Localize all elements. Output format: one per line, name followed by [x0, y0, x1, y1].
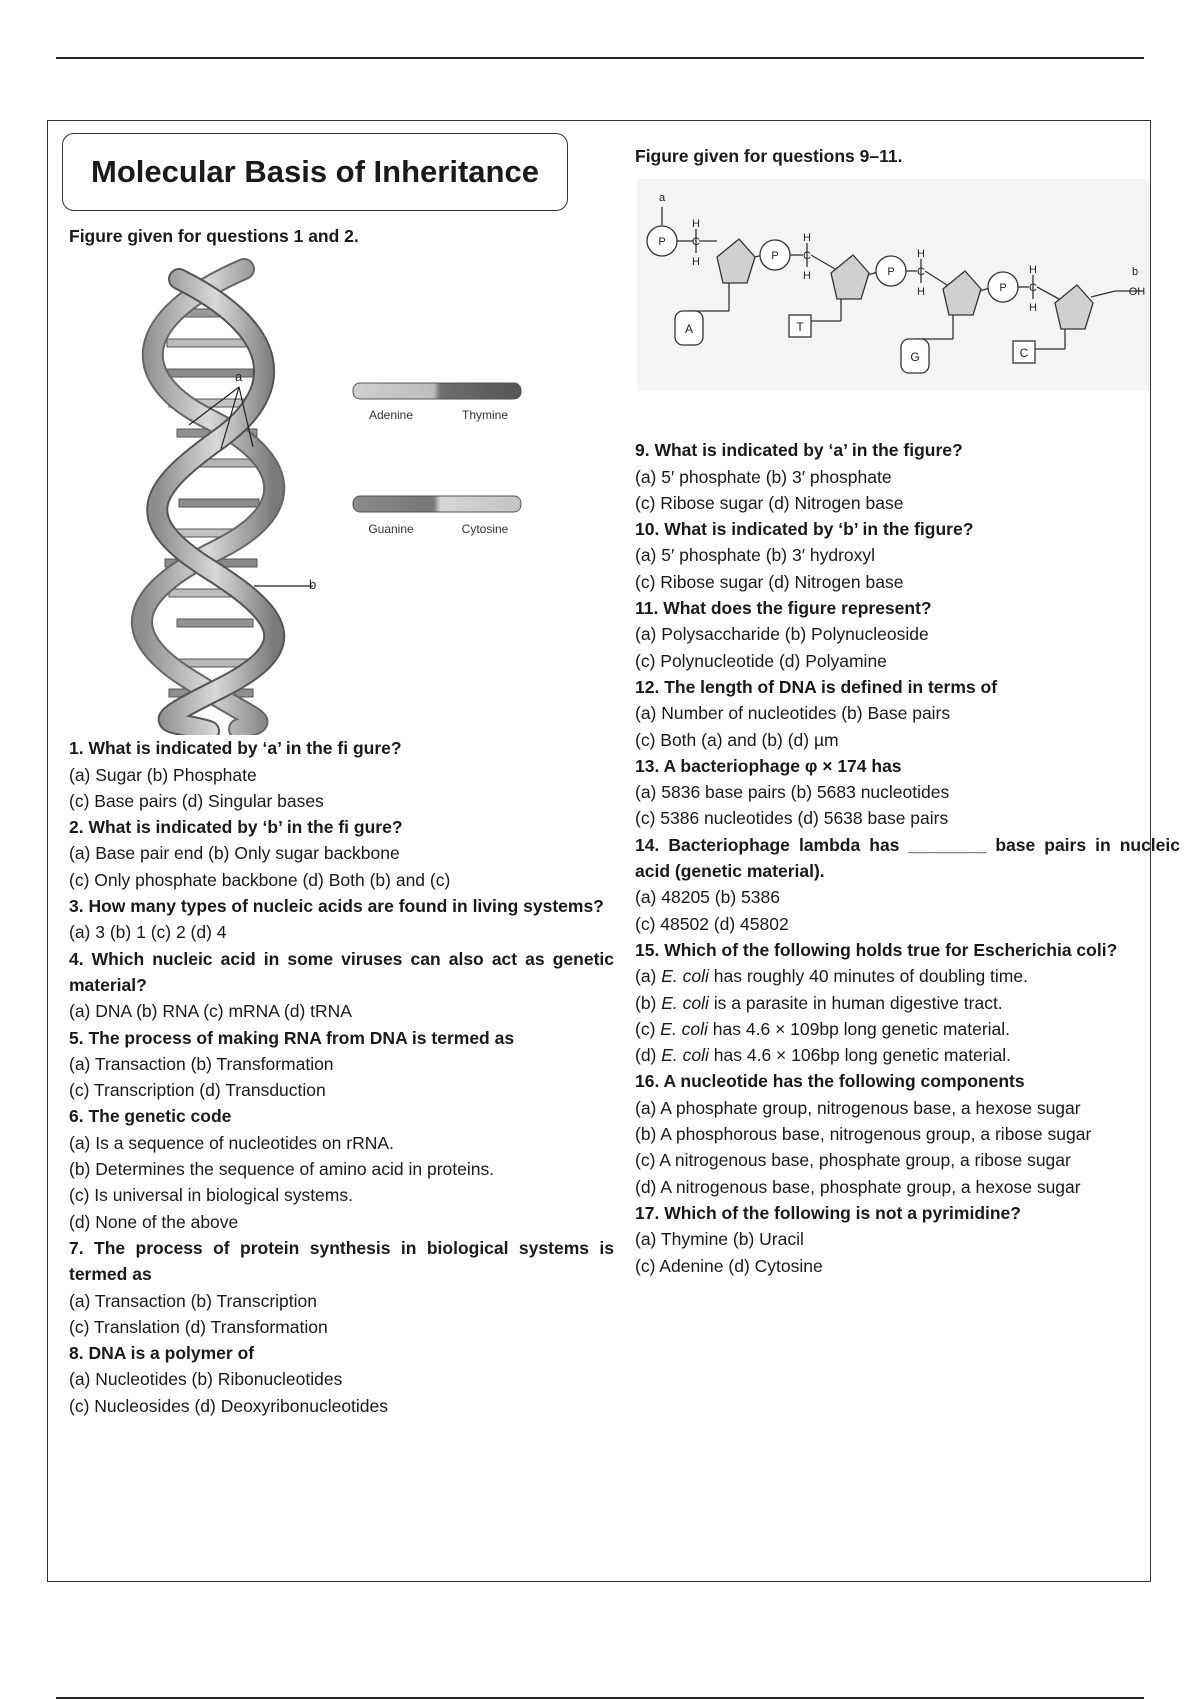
hydroxyl-label: OH [1128, 286, 1146, 299]
question-text: 16. A nucleotide has the following components [635, 1071, 1025, 1092]
option-line: (a) Is a sequence of nucleotides on rRNA. [69, 1132, 394, 1153]
option-line: (a) DNA (b) RNA (c) mRNA (d) tRNA [69, 1001, 352, 1022]
option-line: (a) Transaction (b) Transformation [69, 1053, 334, 1074]
question-12 [635, 674, 1180, 753]
base-g-label: G [910, 350, 920, 365]
dna-double-helix-illustration [69, 249, 614, 735]
option-line: (c) Both (a) and (b) (d) µm [635, 729, 839, 750]
question-text: 8. DNA is a polymer of [69, 1343, 255, 1364]
question-text: 17. Which of the following is not a pyrimidine? [635, 1202, 1021, 1223]
option-line: (a) 5836 base pairs (b) 5683 nucleotides [635, 782, 950, 803]
question-16 [635, 1068, 1180, 1199]
page-title: Molecular Basis of Inheritance [62, 133, 568, 211]
question-text: 5. The process of making RNA from DNA is termed as [69, 1027, 515, 1048]
question-list-left [69, 735, 614, 1419]
question-text: 2. What is indicated by ‘b’ in the fi gure? [69, 817, 403, 838]
question-14 [635, 832, 1180, 937]
question-13 [635, 753, 1180, 832]
phosphate-label: P [771, 250, 779, 263]
option-line: (a) 48205 (b) 5386 [635, 887, 780, 908]
label-thymine: Thymine [461, 408, 509, 423]
label-cytosine: Cytosine [461, 522, 509, 537]
option-line: (d) None of the above [69, 1211, 239, 1232]
base-pair-key-at [353, 383, 521, 422]
question-text: 7. The process of protein synthesis in biological systems is termed as [69, 1237, 614, 1285]
option-line: (c) Ribose sugar (d) Nitrogen base [635, 571, 904, 592]
hydrogen-label: H [803, 232, 811, 245]
question-text: 6. The genetic code [69, 1106, 232, 1127]
option-line: (c) E. coli has 4.6 × 109bp long genetic material. [635, 1018, 1011, 1039]
base-pair-key-gc [353, 496, 521, 536]
option-line: (a) Nucleotides (b) Ribonucleotides [69, 1369, 343, 1390]
polynucleotide-figure [635, 179, 1180, 437]
question-text: 15. Which of the following holds true for Escherichia coli? [635, 939, 1118, 960]
phosphate-label: P [658, 236, 666, 249]
question-text: 10. What is indicated by ‘b’ in the figure? [635, 519, 974, 540]
option-line: (c) Translation (d) Transformation [69, 1316, 328, 1337]
option-line: (a) Number of nucleotides (b) Base pairs [635, 703, 951, 724]
question-5 [69, 1025, 614, 1104]
helix-rungs [165, 309, 259, 697]
carbon-label: C [1029, 282, 1037, 295]
option-line: (a) 3 (b) 1 (c) 2 (d) 4 [69, 922, 227, 943]
option-line: (d) A nitrogenous base, phosphate group, a hexose sugar [635, 1176, 1081, 1197]
top-rule [56, 57, 1144, 59]
question-3 [69, 893, 614, 946]
hydrogen-label: H [917, 286, 925, 299]
label-b: b [309, 577, 317, 593]
carbon-label: C [917, 266, 925, 279]
carbon-label: C [692, 236, 700, 249]
option-line: (c) 48502 (d) 45802 [635, 913, 789, 934]
question-text: 11. What does the figure represent? [635, 598, 932, 619]
question-list-right [635, 437, 1180, 1279]
option-line: (c) 5386 nucleotides (d) 5638 base pairs [635, 808, 949, 829]
carbon-label: C [803, 250, 811, 263]
option-line: (a) A phosphate group, nitrogenous base, a hexose sugar [635, 1097, 1081, 1118]
option-line: (c) Adenine (d) Cytosine [635, 1255, 823, 1276]
question-text: 1. What is indicated by ‘a’ in the fi gure? [69, 738, 402, 759]
option-line: (a) 5′ phosphate (b) 3′ hydroxyl [635, 545, 876, 566]
question-text: 3. How many types of nucleic acids are found in living systems? [69, 896, 604, 917]
label-a: a [235, 369, 243, 385]
option-line: (b) E. coli is a parasite in human digestive tract. [635, 992, 1003, 1013]
hydrogen-label: H [917, 248, 925, 261]
question-7 [69, 1235, 614, 1340]
question-6 [69, 1103, 614, 1234]
question-11 [635, 595, 1180, 674]
question-8 [69, 1340, 614, 1419]
option-line: (c) Nucleosides (d) Deoxyribonucleotides [69, 1395, 389, 1416]
base-a-label: A [684, 322, 694, 337]
question-1 [69, 735, 614, 814]
option-line: (c) Ribose sugar (d) Nitrogen base [635, 492, 904, 513]
hydrogen-label: H [1029, 302, 1037, 315]
question-10 [635, 516, 1180, 595]
figure2-caption: Figure given for questions 9–11. [635, 146, 903, 166]
hydrogen-label: H [803, 270, 811, 283]
hydrogen-label: H [692, 218, 700, 231]
hydrogen-label: H [1029, 264, 1037, 277]
question-text: 9. What is indicated by ‘a’ in the figure? [635, 440, 963, 461]
phosphate-label: P [999, 282, 1007, 295]
question-4 [69, 946, 614, 1025]
option-line: (c) Only phosphate backbone (d) Both (b) and (c) [69, 869, 451, 890]
option-line: (a) Base pair end (b) Only sugar backbone [69, 843, 400, 864]
question-text: 13. A bacteriophage φ × 174 has [635, 755, 902, 776]
option-line: (c) Is universal in biological systems. [69, 1185, 353, 1206]
question-text: 14. Bacteriophage lambda has ________ base pairs in nucleic acid (genetic material). [635, 834, 1180, 882]
left-column [69, 223, 614, 1419]
question-text: 4. Which nucleic acid in some viruses can also act as genetic material? [69, 948, 614, 995]
question-2 [69, 814, 614, 893]
question-17 [635, 1200, 1180, 1279]
base-c-label: C [1019, 346, 1029, 361]
option-line: (a) Transaction (b) Transcription [69, 1290, 318, 1311]
label-adenine: Adenine [368, 408, 414, 423]
option-line: (a) Polysaccharide (b) Polynucleoside [635, 624, 929, 645]
question-15 [635, 937, 1180, 1068]
option-line: (d) E. coli has 4.6 × 106bp long genetic material. [635, 1045, 1011, 1066]
phosphate-label: P [887, 266, 895, 279]
hydrogen-label: H [692, 256, 700, 269]
option-line: (c) Transcription (d) Transduction [69, 1080, 326, 1101]
polynucleotide-chain-illustration [635, 179, 1180, 437]
label-b: b [1131, 266, 1139, 279]
question-9 [635, 437, 1180, 516]
option-line: (a) Sugar (b) Phosphate [69, 764, 257, 785]
bottom-rule [56, 1697, 1144, 1699]
label-guanine: Guanine [368, 522, 414, 537]
question-text: 12. The length of DNA is defined in terms of [635, 676, 998, 697]
option-line: (c) A nitrogenous base, phosphate group, a ribose sugar [635, 1150, 1071, 1171]
base-t-label: T [796, 320, 804, 335]
option-line: (b) A phosphorous base, nitrogenous group, a ribose sugar [635, 1124, 1092, 1145]
option-line: (c) Base pairs (d) Singular bases [69, 790, 324, 811]
dna-helix-figure [69, 249, 614, 735]
option-line: (b) Determines the sequence of amino acid in proteins. [69, 1159, 495, 1180]
option-line: (a) 5′ phosphate (b) 3′ phosphate [635, 466, 892, 487]
option-line: (c) Polynucleotide (d) Polyamine [635, 650, 887, 671]
figure1-caption: Figure given for questions 1 and 2. [69, 226, 359, 246]
content-frame [47, 120, 1180, 1582]
option-line: (a) Thymine (b) Uracil [635, 1229, 804, 1250]
right-column [635, 143, 1180, 1279]
option-line: (a) E. coli has roughly 40 minutes of doubling time. [635, 966, 1028, 987]
label-a: a [658, 192, 666, 205]
